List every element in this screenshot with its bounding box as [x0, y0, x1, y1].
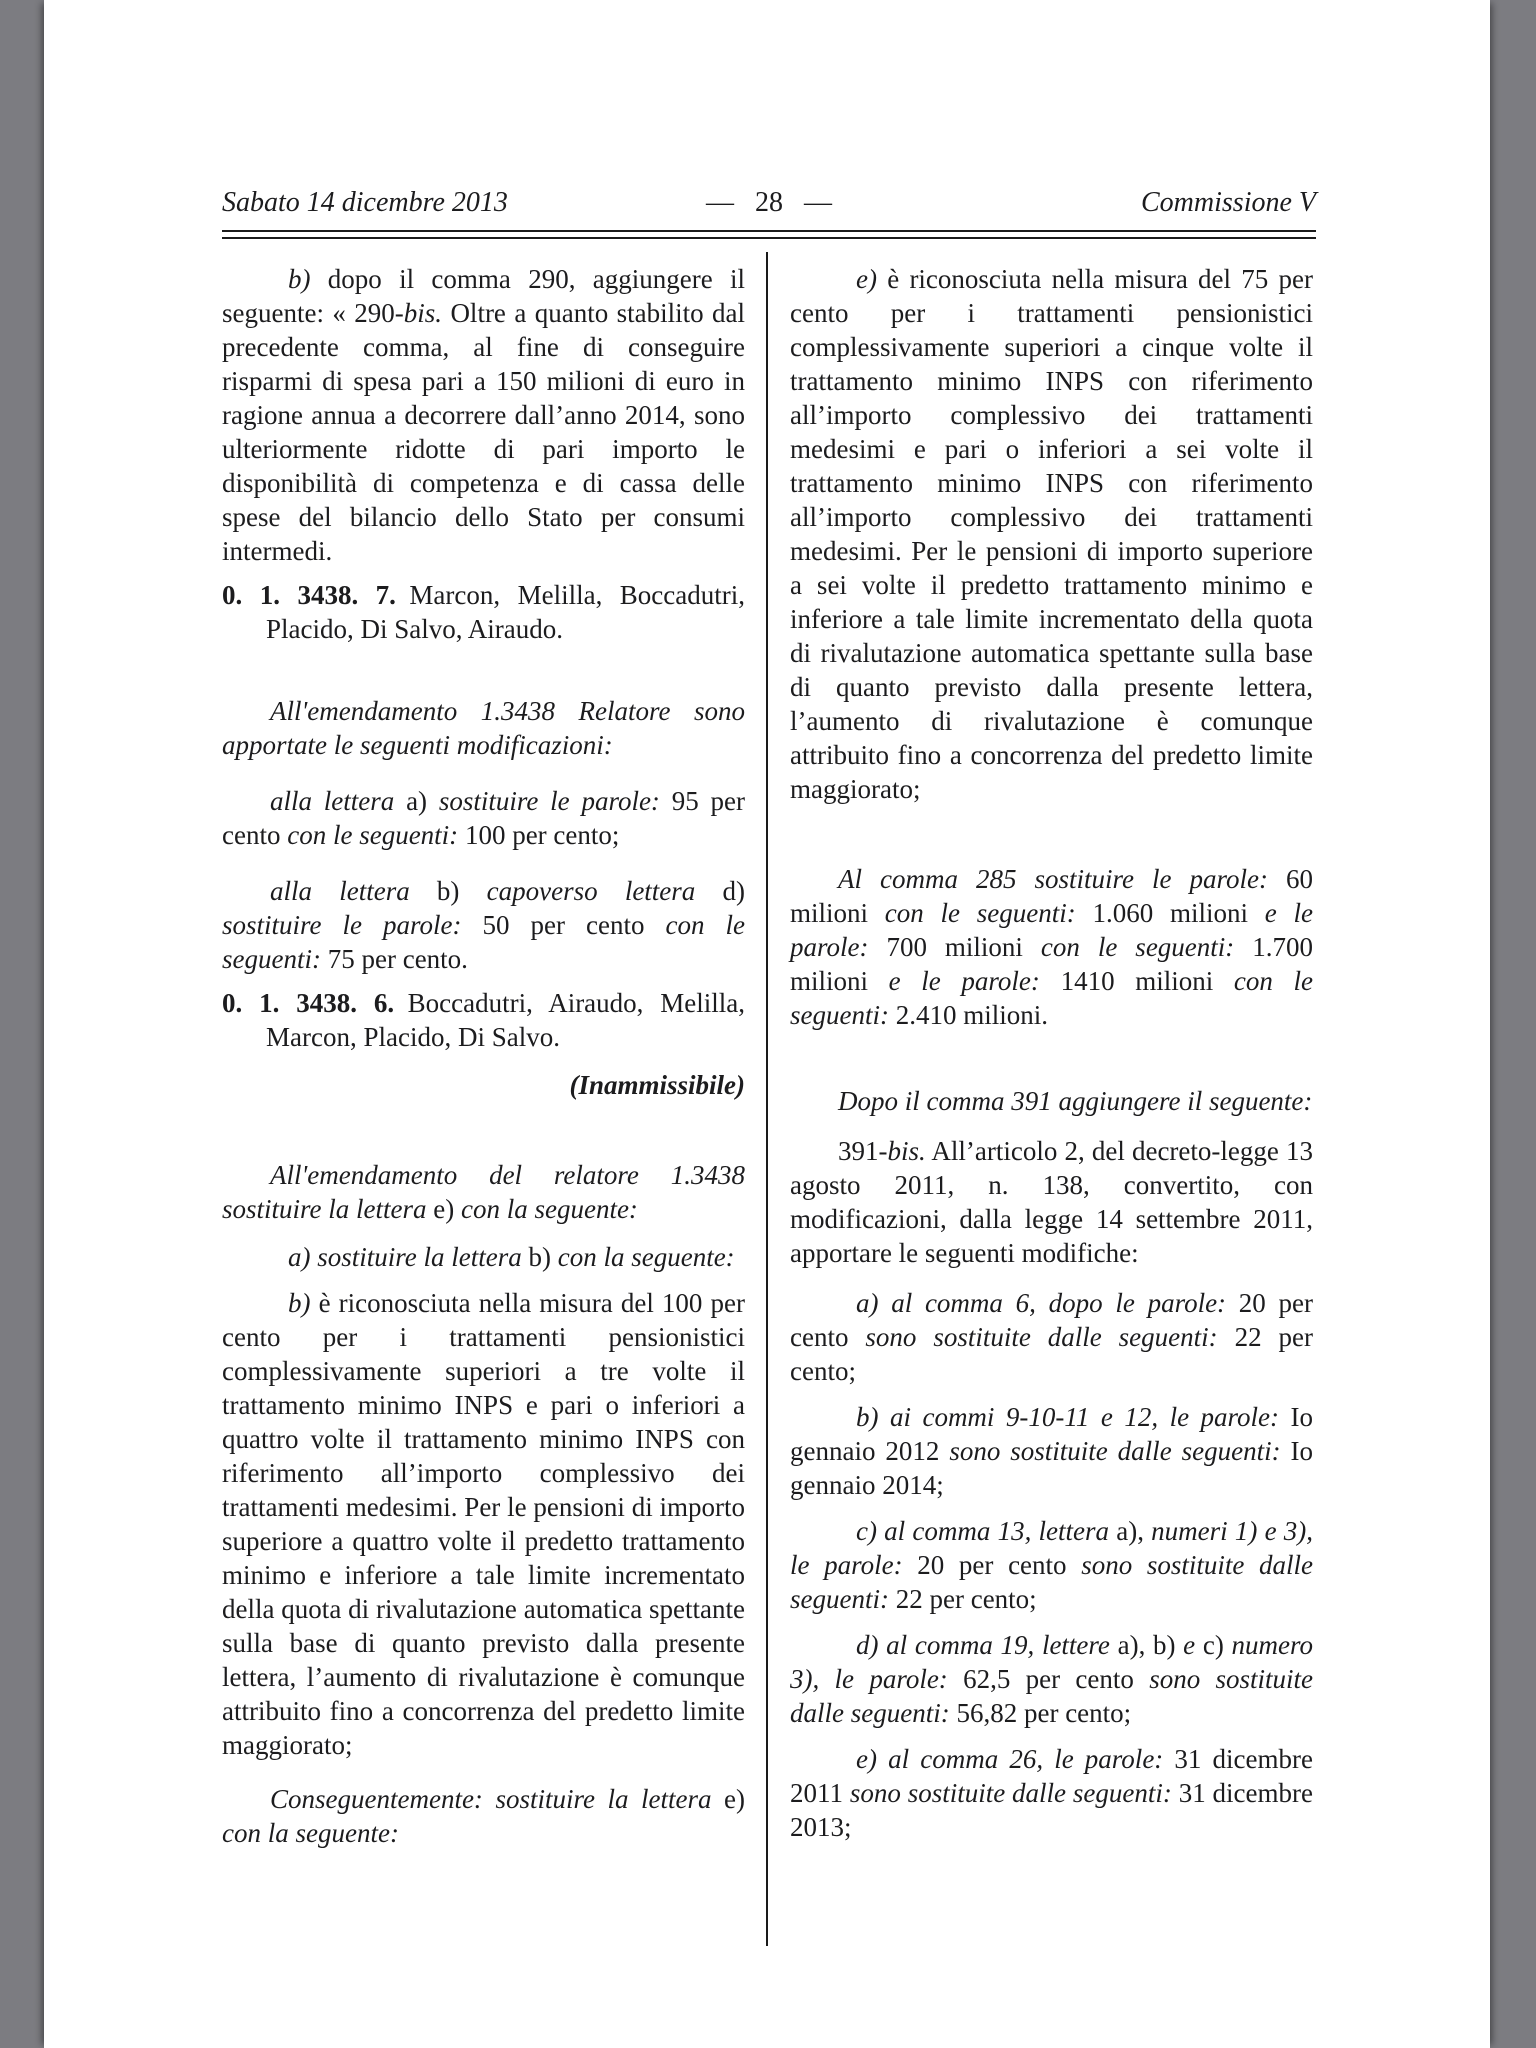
text-segment: e) al comma 26, le parole: — [856, 1744, 1175, 1774]
text-segment: e) — [856, 264, 877, 294]
text-segment: b) — [436, 876, 487, 906]
paragraph — [222, 1286, 745, 1762]
paragraph — [790, 1742, 1313, 1844]
text-segment: a) sostituire la lettera — [288, 1242, 529, 1272]
paragraph — [222, 1068, 745, 1102]
text-segment: 60 milioni — [790, 864, 1313, 928]
column-divider-rule — [766, 252, 768, 1946]
header-date: Sabato 14 dicembre 2013 — [222, 187, 508, 218]
header-committee: Commissione V — [1141, 187, 1316, 218]
header-double-rule — [222, 230, 1316, 239]
text-segment: d) al comma 19, lettere — [856, 1630, 1118, 1660]
text-segment: con le seguenti: — [222, 910, 745, 974]
text-segment: d) — [722, 876, 746, 906]
left-text-column — [222, 262, 745, 1850]
text-segment: Io gennaio 2014; — [790, 1436, 1313, 1500]
text-segment: alla lettera — [270, 876, 437, 906]
text-segment: Dopo il comma 391 aggiungere il seguente: — [838, 1086, 1313, 1116]
right-text-column — [790, 262, 1313, 1844]
text-segment: (Inammissibile) — [569, 1070, 745, 1100]
paragraph — [222, 694, 745, 762]
text-segment: 1.060 milioni — [1092, 898, 1265, 928]
page-header — [222, 186, 1316, 222]
text-segment: 391- — [838, 1136, 888, 1166]
paragraph — [790, 1628, 1313, 1730]
text-segment: con le seguenti: — [884, 898, 1093, 928]
text-segment: Oltre a quanto stabilito dal precedente comma, al fine di conseguire risparmi di spesa pari a 150 milioni di euro in ragione annua a decorrere dall’anno 2014, sono ulteriormente ridotte di pari importo le disponibilità di competenza e di cassa delle spese del bilancio dello Stato per consumi intermedi. — [222, 298, 745, 566]
text-segment: e — [1183, 1630, 1203, 1660]
text-segment: All’articolo 2, del decreto-legge 13 agosto 2011, n. 138, convertito, con modificazioni, dalla legge 14 settembre 2011, apportare le seguenti modifiche: — [790, 1136, 1313, 1268]
text-segment: c) — [1202, 1630, 1232, 1660]
text-segment: con le seguenti: — [790, 966, 1313, 1030]
text-segment: Al comma 285 sostituire le parole: — [838, 864, 1286, 894]
text-segment: sono sostituite dalle seguenti: — [865, 1322, 1235, 1352]
paragraph — [222, 578, 745, 646]
text-segment: sostituire le parole: — [222, 910, 483, 940]
text-segment: 75 per cento. — [327, 944, 468, 974]
text-segment: a) — [406, 786, 439, 816]
text-segment: Conseguentemente: sostituire la lettera — [270, 1784, 725, 1814]
text-segment: 0. 1. 3438. 7. — [222, 580, 396, 610]
text-segment: All'emendamento 1.3438 Relatore sono apportate le seguenti modificazioni: — [222, 696, 745, 760]
text-segment: 62,5 per cento — [963, 1664, 1150, 1694]
text-segment: a) al comma 6, dopo le parole: — [856, 1288, 1239, 1318]
text-segment: Boccadutri, Airaudo, Melilla, Marcon, Placido, Di Salvo. — [266, 988, 746, 1052]
text-segment: con le seguenti: — [287, 820, 465, 850]
header-page-number: — 28 — — [706, 187, 832, 218]
text-segment: sono sostituite dalle seguenti: — [949, 1436, 1291, 1466]
text-segment: 31 dicembre 2011 — [790, 1744, 1313, 1808]
text-segment: a), b) — [1117, 1630, 1184, 1660]
text-segment: bis. — [887, 1136, 926, 1166]
text-segment: b) — [288, 264, 311, 294]
text-segment: e le parole: — [790, 898, 1313, 962]
text-segment: All'emendamento del relatore 1.3438 sostituire la lettera — [222, 1160, 745, 1224]
text-segment: b) — [528, 1242, 558, 1272]
paragraph — [790, 1400, 1313, 1502]
text-segment: con la seguente: — [460, 1194, 638, 1224]
paragraph — [222, 1158, 745, 1226]
text-segment: 22 per cento; — [895, 1584, 1037, 1614]
text-segment: con le seguenti: — [1040, 932, 1253, 962]
text-segment: e) — [724, 1784, 745, 1814]
text-segment: bis. — [403, 298, 443, 328]
text-segment: numeri 1) e 3), le parole: — [790, 1516, 1313, 1580]
text-segment: 1.700 milioni — [790, 932, 1313, 996]
text-segment: numero 3), le parole: — [790, 1630, 1313, 1694]
text-segment: e le parole: — [888, 966, 1061, 996]
text-segment: capoverso lettera — [486, 876, 723, 906]
text-segment: a), — [1116, 1516, 1152, 1546]
paragraph — [222, 986, 745, 1054]
text-segment: con la seguente: — [222, 1818, 399, 1848]
text-segment: 20 per cento — [917, 1550, 1082, 1580]
text-segment: Io gennaio 2012 — [790, 1402, 1313, 1466]
text-segment: 95 per cento — [222, 786, 746, 850]
text-segment: b) — [288, 1288, 311, 1318]
text-segment: c) al comma 13, lettera — [856, 1516, 1117, 1546]
text-segment: 100 per cento; — [464, 820, 620, 850]
text-segment: 50 per cento — [482, 910, 666, 940]
paragraph — [790, 1514, 1313, 1616]
text-segment: 22 per cento; — [790, 1322, 1313, 1386]
paragraph — [222, 874, 745, 976]
paragraph — [222, 1782, 745, 1850]
text-segment: Marcon, Melilla, Boccadutri, Placido, Di Salvo, Airaudo. — [266, 580, 745, 644]
text-segment: 20 per cento — [790, 1288, 1313, 1352]
text-segment: 1410 milioni — [1060, 966, 1234, 996]
paragraph — [222, 784, 745, 852]
text-segment: con la seguente: — [557, 1242, 735, 1272]
text-segment: è riconosciuta nella misura del 100 per cento per i trattamenti pensionistici complessivamente superiori a tre volte il trattamento minimo INPS e pari o inferiori a quattro volte il trattamento minimo INPS con riferimento all’importo complessivo dei trattamenti medesimi. Per le pensioni di importo superiore a quattro volte il predetto trattamento minimo e inferiore a tale limite incrementato della quota di rivalutazione automatica spettante sulla base di quanto previsto dalla presente lettera, l’aumento di rivalutazione è comunque attribuito fino a concorrenza del predetto limite maggiorato; — [222, 1288, 745, 1760]
text-segment: 2.410 milioni. — [895, 1000, 1048, 1030]
text-segment: sostituire le parole: — [438, 786, 672, 816]
text-segment: b) ai commi 9-10-11 e 12, le parole: — [856, 1402, 1291, 1432]
paragraph — [790, 1286, 1313, 1388]
text-segment: 31 dicembre 2013; — [790, 1778, 1313, 1842]
paragraph — [790, 862, 1313, 1032]
text-segment: dopo il comma 290, aggiungere il seguente: « 290- — [222, 264, 745, 328]
text-segment: 700 milioni — [886, 932, 1041, 962]
paragraph — [790, 1134, 1313, 1270]
text-segment: sono sostituite dalle seguenti: — [790, 1664, 1313, 1728]
text-segment: 56,82 per cento; — [956, 1698, 1132, 1728]
paragraph — [790, 262, 1313, 806]
text-segment: e) — [433, 1194, 461, 1224]
text-segment: 0. 1. 3438. 6. — [222, 988, 395, 1018]
text-segment: alla lettera — [270, 786, 407, 816]
text-segment: sono sostituite dalle seguenti: — [849, 1778, 1179, 1808]
text-segment: è riconosciuta nella misura del 75 per cento per i trattamenti pensionistici complessivamente superiori a cinque volte il trattamento minimo INPS con riferimento all’importo complessivo dei trattamenti medesimi e pari o inferiori a sei volte il trattamento minimo INPS con riferimento all’importo complessivo dei trattamenti medesimi. Per le pensioni di importo superiore a sei volte il predetto trattamento minimo e inferiore a tale limite incrementato della quota di rivalutazione automatica spettante sulla base di quanto previsto dalla presente lettera, l’aumento di rivalutazione è comunque attribuito fino a concorrenza del predetto limite maggiorato; — [790, 264, 1313, 804]
paragraph — [222, 262, 745, 568]
text-segment: sono sostituite dalle seguenti: — [790, 1550, 1314, 1614]
paragraph — [222, 1240, 745, 1274]
paragraph — [790, 1084, 1313, 1118]
